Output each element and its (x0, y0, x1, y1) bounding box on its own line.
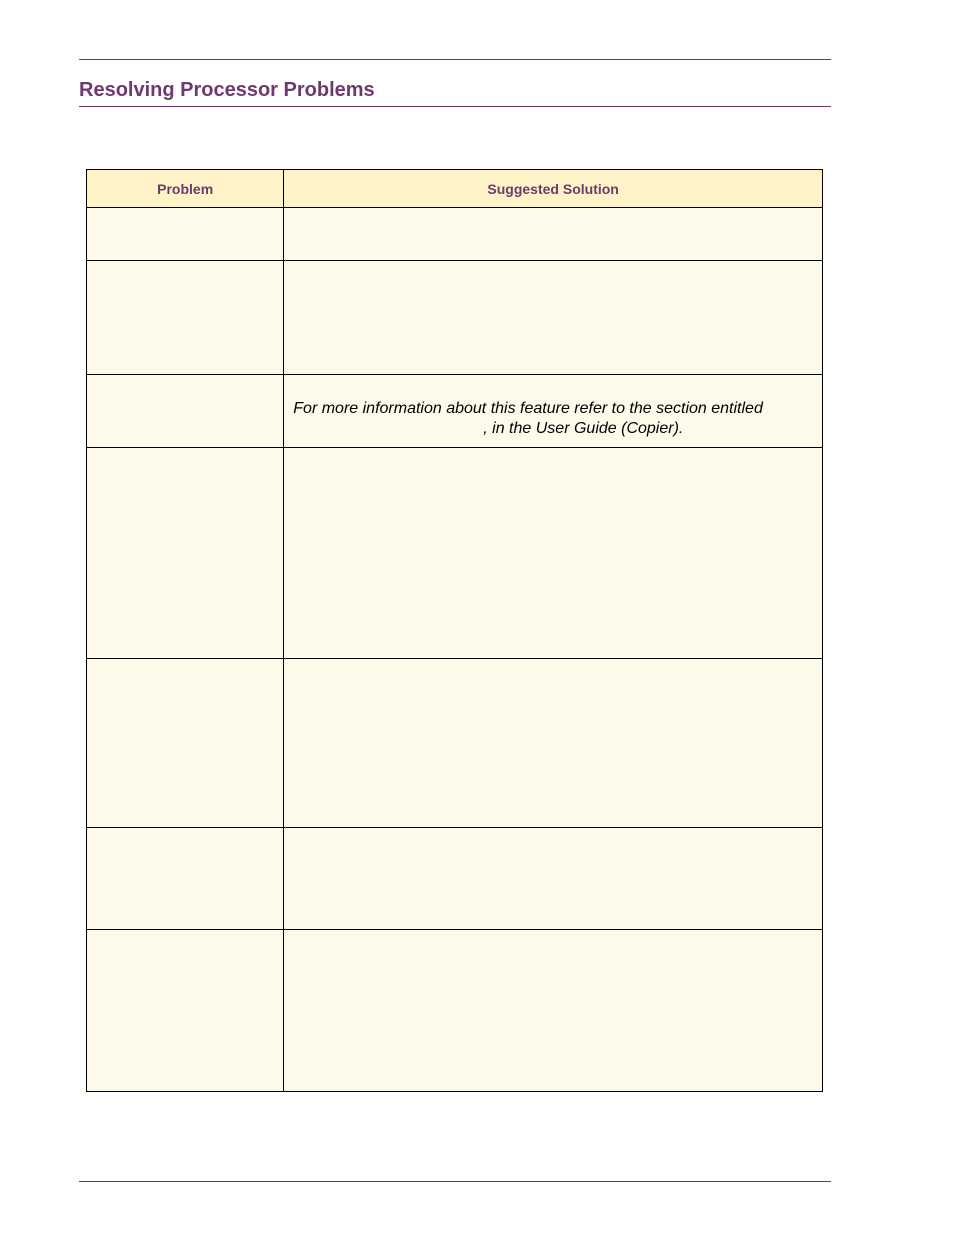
table-row (87, 375, 823, 448)
solution-cell (284, 828, 823, 930)
solution-column-header: Suggested Solution (284, 170, 823, 208)
table-row (87, 659, 823, 828)
page-title: Resolving Processor Problems (79, 79, 375, 101)
problem-cell (87, 930, 284, 1092)
solution-cell (284, 448, 823, 659)
problem-cell (87, 375, 284, 448)
solution-cell (284, 930, 823, 1092)
user-guide-reference-note (284, 375, 822, 439)
problem-solution-table (86, 169, 823, 1092)
solution-cell (284, 208, 823, 261)
problem-column-header: Problem (87, 170, 284, 208)
table-row (87, 448, 823, 659)
problem-cell (87, 659, 284, 828)
problem-cell (87, 208, 284, 261)
table-row (87, 930, 823, 1092)
table-row (87, 261, 823, 375)
note-line-1: For more information about this feature refer to the section entitled (293, 400, 763, 417)
top-rule (79, 59, 831, 60)
table-row (87, 208, 823, 261)
table-row (87, 828, 823, 930)
bottom-rule (79, 1181, 831, 1182)
title-underline (79, 106, 831, 107)
solution-cell (284, 659, 823, 828)
problem-cell (87, 448, 284, 659)
problem-cell (87, 261, 284, 375)
solution-cell (284, 261, 823, 375)
problem-cell (87, 828, 284, 930)
solution-cell (284, 375, 823, 448)
table-header-row (87, 170, 823, 208)
note-line-2: , in the User Guide (Copier). (483, 420, 684, 437)
